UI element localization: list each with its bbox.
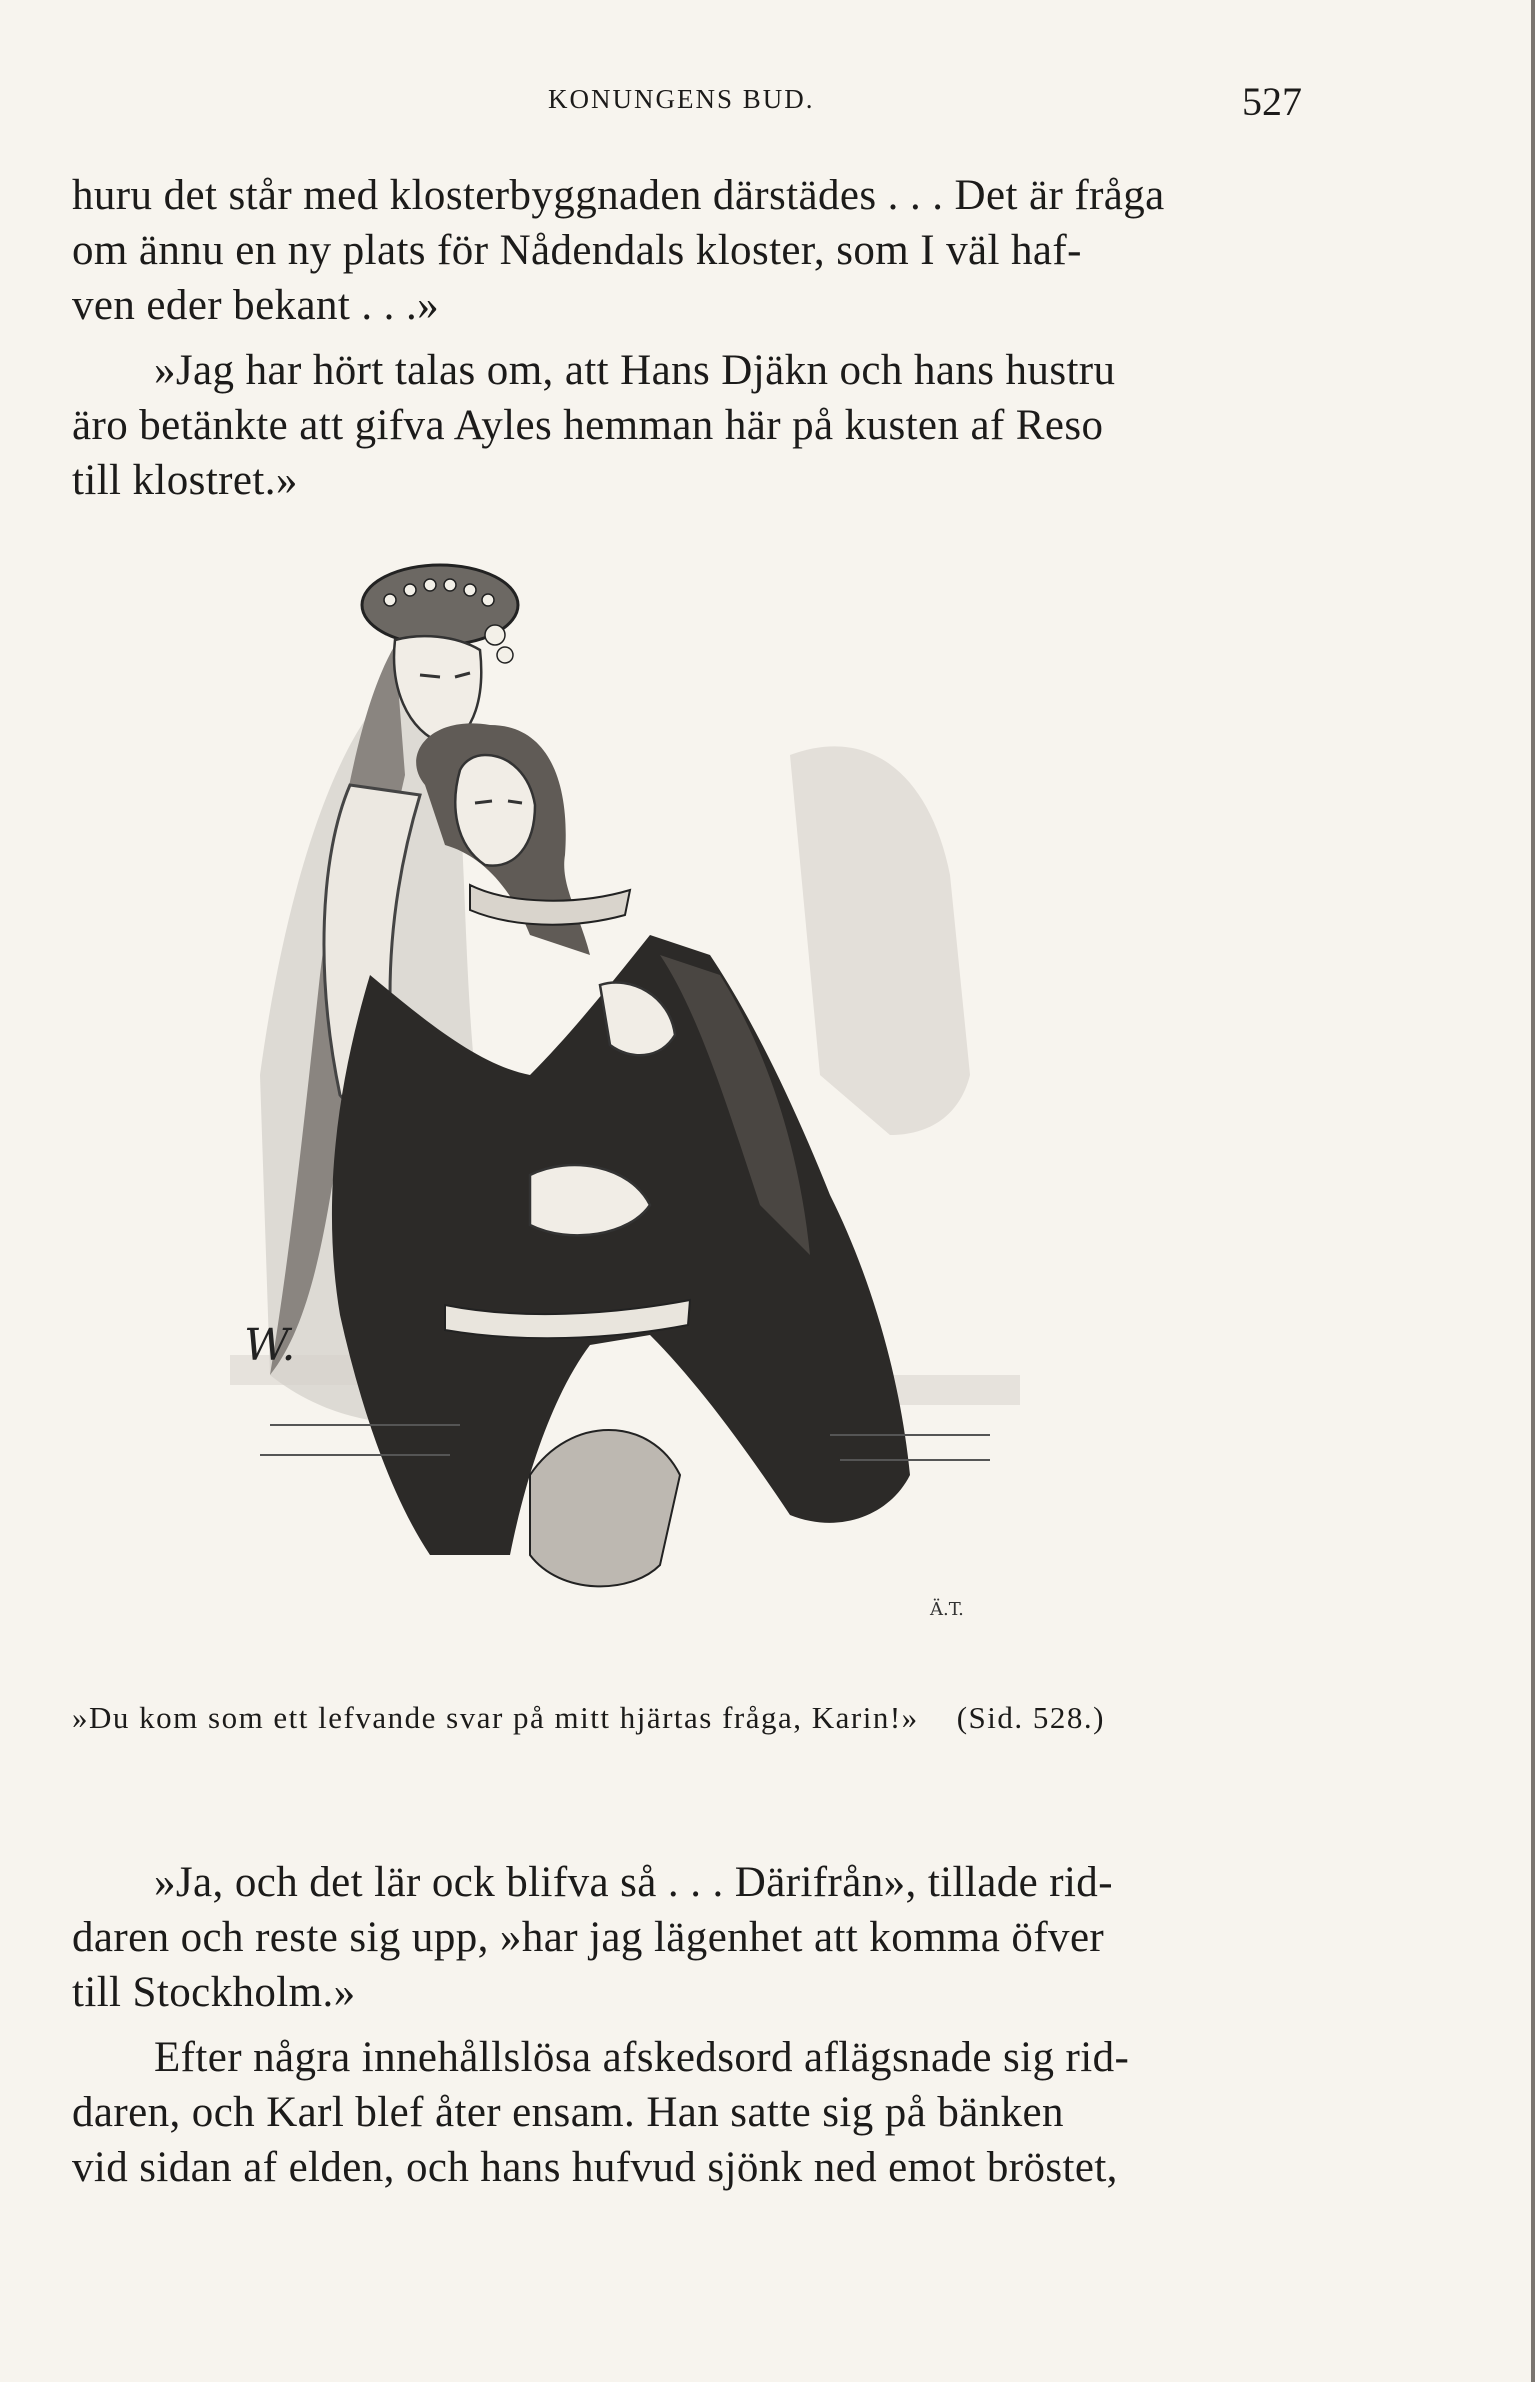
caption-text: »Du kom som ett lefvande svar på mitt hjärtas fråga, Karin!» bbox=[72, 1700, 919, 1735]
text-line: äro betänkte att gifva Ayles hemman här på kusten af Reso bbox=[72, 402, 1104, 449]
running-title: KONUNGENS BUD. bbox=[548, 84, 815, 114]
artist-signature: W. bbox=[244, 1320, 296, 1371]
knee bbox=[530, 1430, 680, 1586]
text-line: vid sidan af elden, och hans hufvud sjönk ned emot bröstet, bbox=[72, 2144, 1118, 2191]
text-line: huru det står med klosterbyggnaden därstädes . . . Det är fråga bbox=[72, 172, 1165, 219]
artist-initials: Ä.T. bbox=[930, 1599, 964, 1620]
text-line: om ännu en ny plats för Nådendals kloster, som I väl haf- bbox=[72, 227, 1082, 274]
illustration-caption bbox=[72, 1700, 1312, 1736]
text-line: daren och reste sig upp, »har jag lägenhet att komma öfver bbox=[72, 1914, 1105, 1961]
text-line: till Stockholm.» bbox=[72, 1969, 356, 2016]
engraving-illustration bbox=[230, 555, 1020, 1675]
text-line: ven eder bekant . . .» bbox=[72, 282, 439, 329]
text-line: till klostret.» bbox=[72, 457, 298, 504]
caption-page-reference: (Sid. 528.) bbox=[956, 1700, 1105, 1735]
text-line: daren, och Karl blef åter ensam. Han satte sig på bänken bbox=[72, 2089, 1064, 2136]
bottom-text-block bbox=[72, 1855, 1312, 2195]
page-number: 527 bbox=[1242, 79, 1302, 124]
text-line: »Ja, och det lär ock blifva så . . . Därifrån», tillade rid- bbox=[154, 1859, 1113, 1906]
text-line: »Jag har hört talas om, att Hans Djäkn och hans hustru bbox=[154, 347, 1116, 394]
top-text-block bbox=[72, 168, 1312, 508]
text-line: Efter några innehållslösa afskedsord aflägsnade sig rid- bbox=[154, 2034, 1130, 2081]
